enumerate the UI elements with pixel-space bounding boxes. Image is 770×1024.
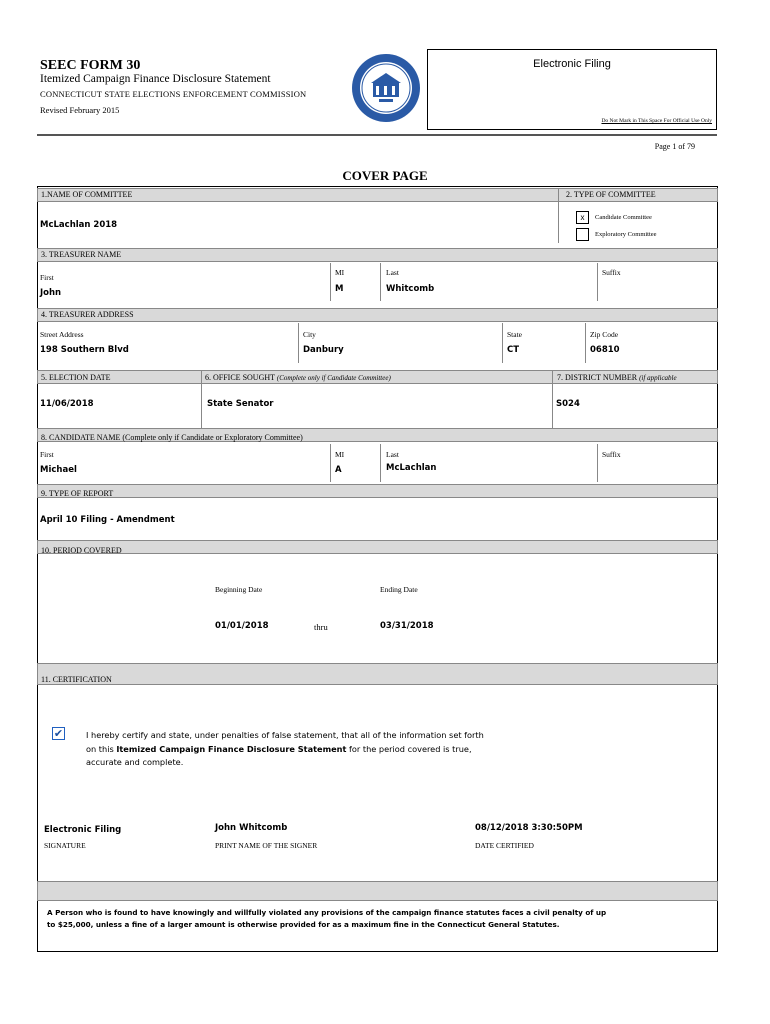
report-type-section-label: 9. TYPE OF REPORT xyxy=(41,489,114,498)
exploratory-committee-checkbox[interactable] xyxy=(576,228,589,241)
form-frame xyxy=(37,186,718,952)
street-value: 198 Southern Blvd xyxy=(40,345,129,355)
committee-name-label: 1.NAME OF COMMITTEE xyxy=(41,190,133,199)
candidate-committee-label: Candidate Committee xyxy=(595,214,652,221)
seal-icon xyxy=(351,53,421,123)
candidate-first-value: Michael xyxy=(40,465,77,475)
penalty-warning-line-1: A Person who is found to have knowingly and willfully violated any provisions of the campaign finance statutes faces a civil penalty of up xyxy=(47,908,607,917)
signer-name-value: John Whitcomb xyxy=(215,823,288,833)
beginning-date-label: Beginning Date xyxy=(215,585,263,594)
treasurer-mi-value: M xyxy=(335,284,344,294)
bottom-band xyxy=(37,881,718,901)
penalty-warning-line-2: to $25,000, unless a fine of a larger amount is otherwise provided for as a maximum fine in the Connecticut General Statutes. xyxy=(47,920,560,929)
state-label: State xyxy=(507,330,522,339)
district-number-label: 7. DISTRICT NUMBER (if applicable xyxy=(557,373,677,382)
treasurer-suffix-label: Suffix xyxy=(602,268,621,277)
section-3-band xyxy=(37,248,718,262)
divider xyxy=(330,263,331,301)
office-sought-label: 6. OFFICE SOUGHT (Complete only if Candidate Committee) xyxy=(205,373,391,382)
treasurer-last-label: Last xyxy=(386,268,399,277)
period-covered-section-label: 10. PERIOD COVERED xyxy=(41,546,122,555)
treasurer-name-section-label: 3. TREASURER NAME xyxy=(41,250,122,259)
signer-name-label: PRINT NAME OF THE SIGNER xyxy=(215,841,318,850)
zip-value: 06810 xyxy=(590,345,620,355)
election-date-value: 11/06/2018 xyxy=(40,399,94,409)
commission-name: CONNECTICUT STATE ELECTIONS ENFORCEMENT COMMISSION xyxy=(40,89,307,99)
treasurer-address-section-label: 4. TREASURER ADDRESS xyxy=(41,310,134,319)
candidate-last-value: McLachlan xyxy=(386,463,437,473)
report-type-value: April 10 Filing - Amendment xyxy=(40,515,175,525)
date-certified-value: 08/12/2018 3:30:50PM xyxy=(475,823,583,833)
state-value: CT xyxy=(507,345,520,355)
district-number-note: (if applicable xyxy=(639,374,677,382)
divider xyxy=(552,370,553,428)
date-certified-label: DATE CERTIFIED xyxy=(475,841,534,850)
section-9-band xyxy=(37,484,718,498)
section-4-band xyxy=(37,308,718,322)
candidate-last-label: Last xyxy=(386,450,399,459)
ending-date-value: 03/31/2018 xyxy=(380,621,434,631)
certification-text xyxy=(86,729,516,770)
signature-value: Electronic Filing xyxy=(44,825,122,835)
treasurer-mi-label: MI xyxy=(335,268,345,277)
divider xyxy=(201,370,202,428)
candidate-committee-checkbox[interactable]: x xyxy=(576,211,589,224)
certification-section-label: 11. CERTIFICATION xyxy=(41,675,112,684)
form-subtitle: Itemized Campaign Finance Disclosure Statement xyxy=(40,73,271,85)
divider xyxy=(597,444,598,482)
statement-name: Itemized Campaign Finance Disclosure Statement xyxy=(116,743,347,754)
divider xyxy=(502,323,503,363)
divider xyxy=(380,263,381,301)
office-sought-note: (Complete only if Candidate Committee) xyxy=(276,374,391,382)
zip-label: Zip Code xyxy=(590,330,619,339)
header-divider xyxy=(37,134,717,136)
divider xyxy=(330,444,331,482)
candidate-mi-value: A xyxy=(335,465,342,475)
street-label: Street Address xyxy=(40,330,84,339)
treasurer-first-value: John xyxy=(40,288,62,298)
beginning-date-value: 01/01/2018 xyxy=(215,621,269,631)
candidate-suffix-label: Suffix xyxy=(602,450,621,459)
divider xyxy=(597,263,598,301)
district-number-value: S024 xyxy=(556,399,580,409)
revised-date: Revised February 2015 xyxy=(40,105,120,115)
candidate-first-label: First xyxy=(40,450,54,459)
certification-checkbox[interactable]: ✔ xyxy=(53,727,64,740)
page-number: Page 1 of 79 xyxy=(654,142,695,151)
divider xyxy=(585,323,586,363)
divider xyxy=(380,444,381,482)
official-use-note: Do Not Mark in This Space For Official Use Only xyxy=(601,118,712,124)
section-11-band xyxy=(37,663,718,685)
candidate-mi-label: MI xyxy=(335,450,345,459)
cover-page-title: COVER PAGE xyxy=(342,168,428,183)
candidate-name-section-label: 8. CANDIDATE NAME (Complete only if Candidate or Exploratory Committee) xyxy=(41,433,303,442)
divider xyxy=(298,323,299,363)
treasurer-last-value: Whitcomb xyxy=(386,284,435,294)
form-title: SEEC FORM 30 xyxy=(40,58,141,73)
divider xyxy=(558,188,559,243)
city-label: City xyxy=(303,330,316,339)
city-value: Danbury xyxy=(303,345,344,355)
office-sought-value: State Senator xyxy=(207,399,274,409)
treasurer-first-label: First xyxy=(40,273,54,282)
exploratory-committee-label: Exploratory Committee xyxy=(595,231,657,238)
certification-line-3: accurate and complete. xyxy=(86,757,184,767)
committee-type-label: 2. TYPE OF COMMITTEE xyxy=(566,190,656,199)
electronic-filing-title: Electronic Filing xyxy=(533,58,611,70)
section-10-band xyxy=(37,540,718,554)
thru-label: thru xyxy=(314,622,328,632)
certification-line-2: on this Itemized Campaign Finance Disclosure Statement for the period covered is true, xyxy=(86,743,472,754)
signature-label: SIGNATURE xyxy=(44,841,86,850)
penalty-warning xyxy=(47,907,677,931)
election-date-label: 5. ELECTION DATE xyxy=(41,373,111,382)
certification-line-1: I hereby certify and state, under penalties of false statement, that all of the information set forth xyxy=(86,730,484,740)
ending-date-label: Ending Date xyxy=(380,585,418,594)
committee-name-value: McLachlan 2018 xyxy=(40,220,118,230)
